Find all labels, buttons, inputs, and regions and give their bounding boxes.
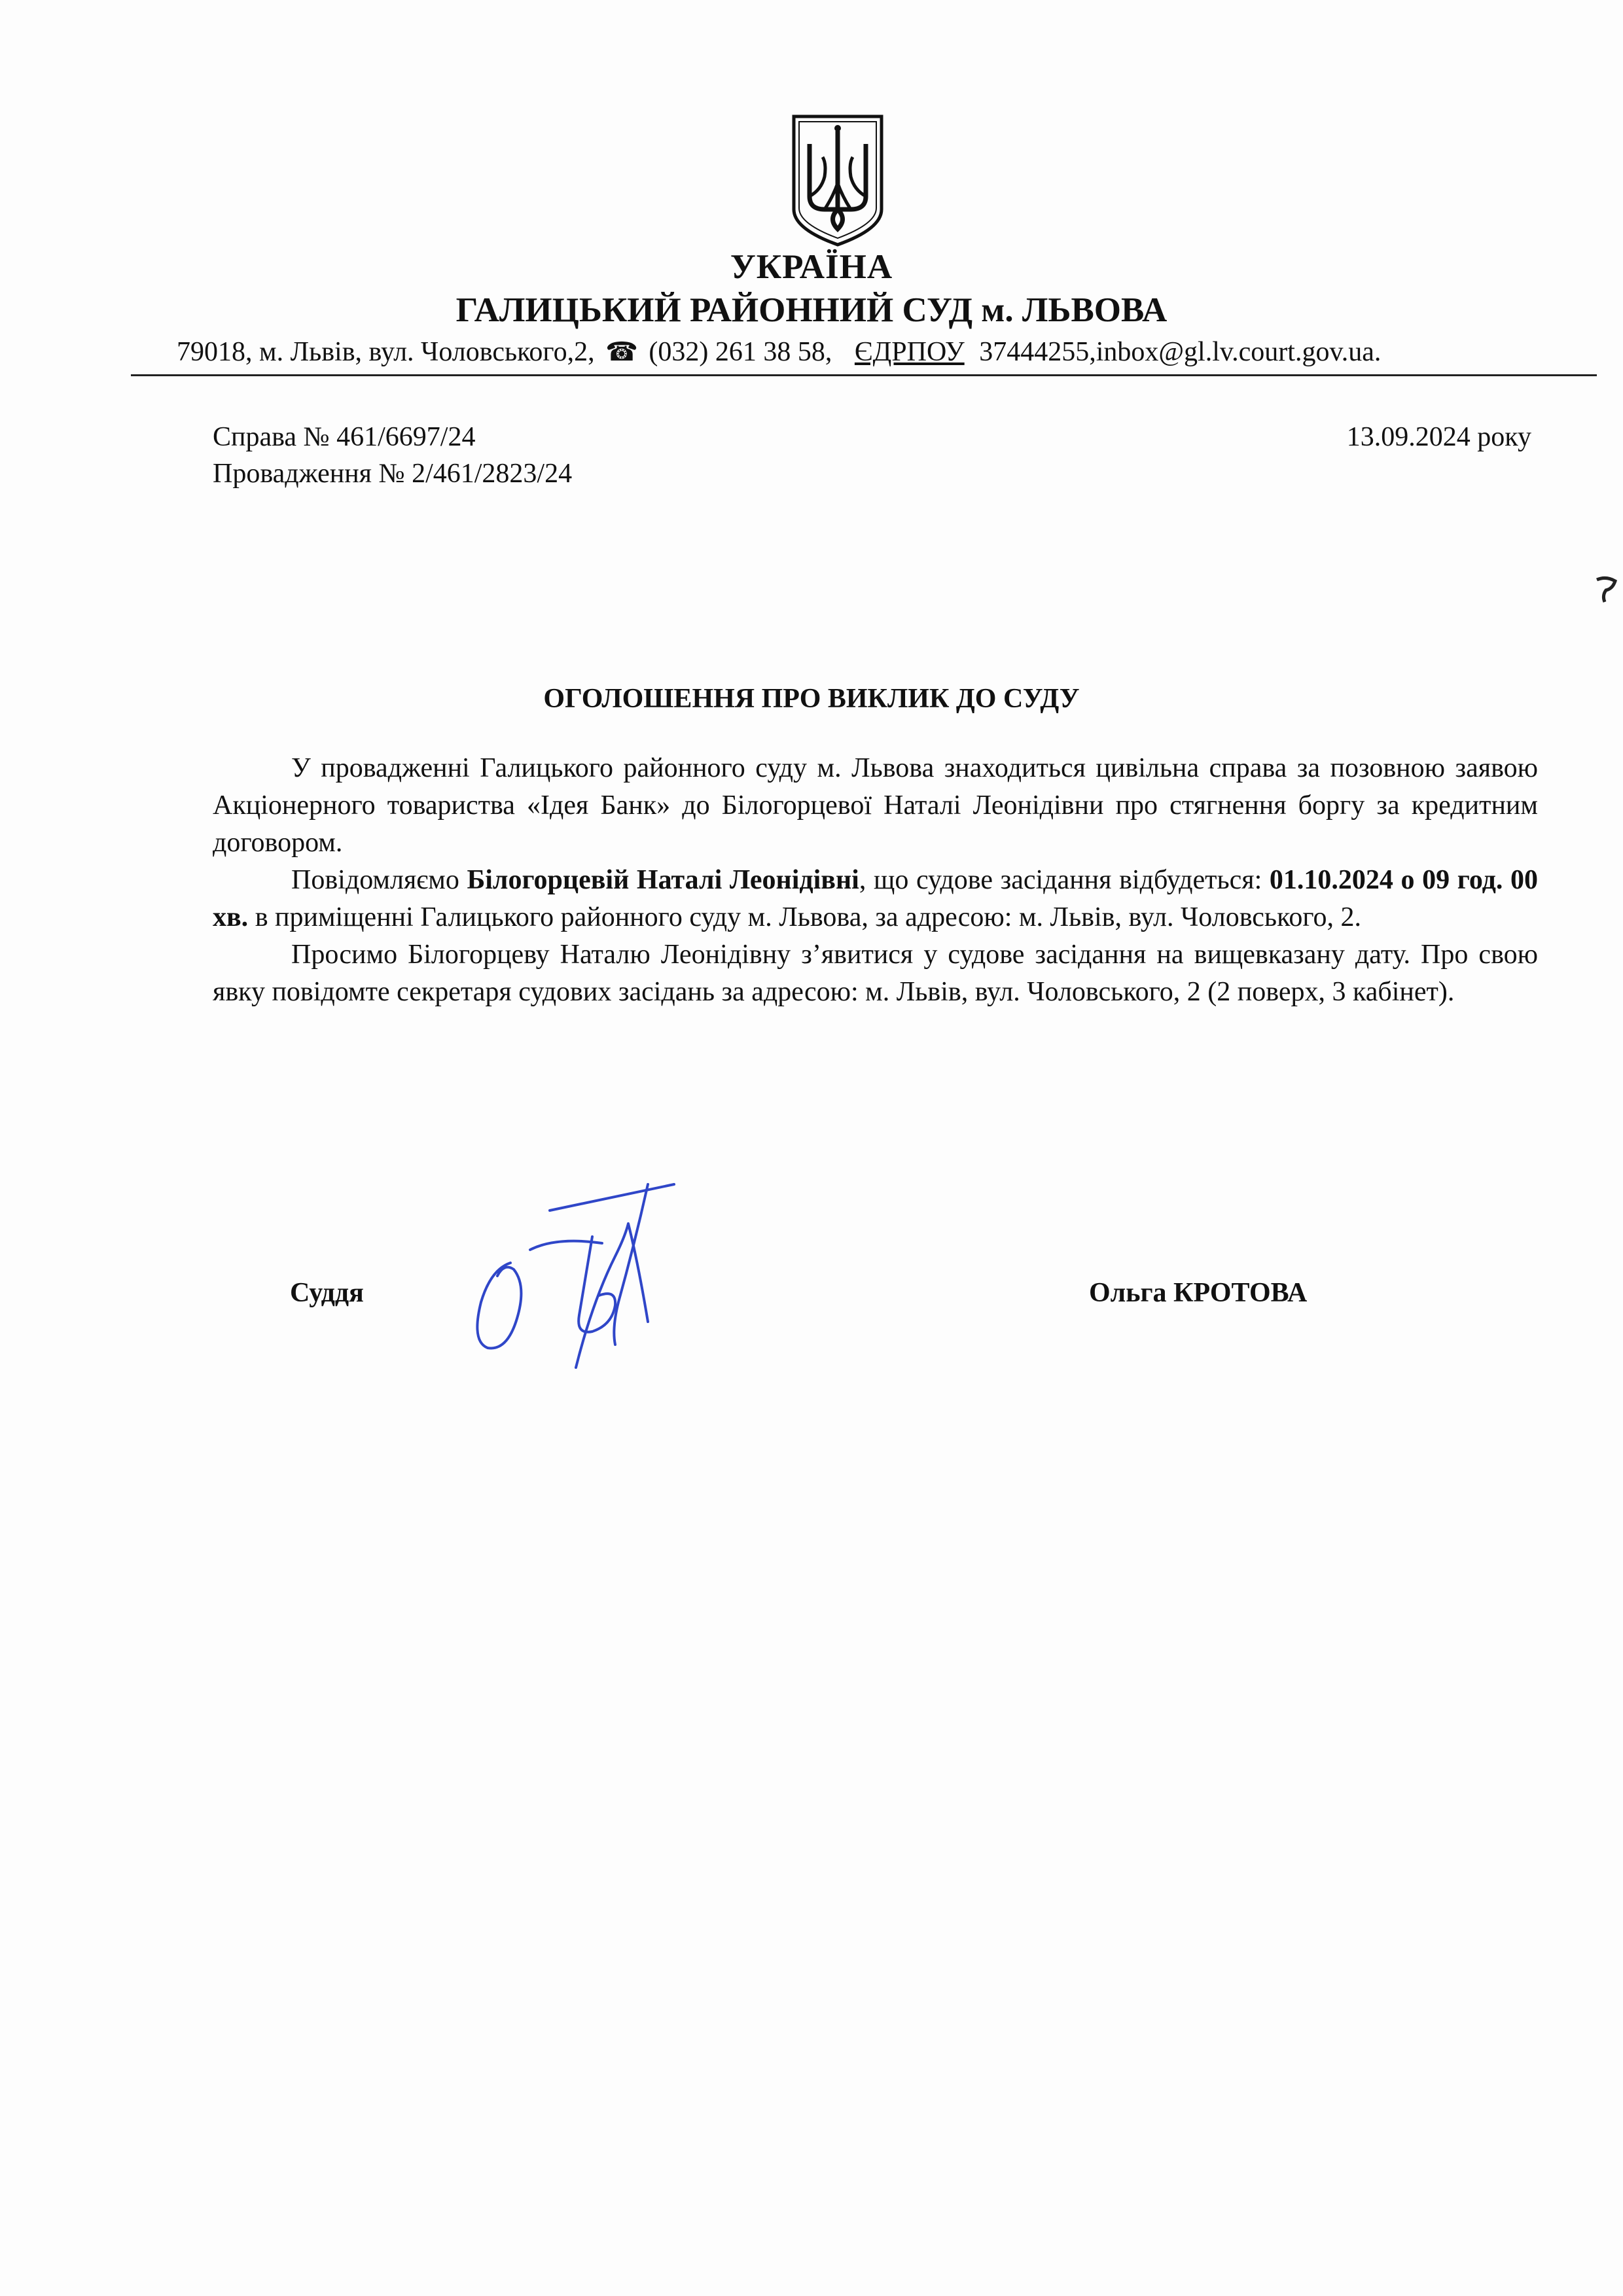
paragraph-3: Просимо Білогорцеву Наталю Леонідівну з’явитися у судове засідання на вищевказану дату. Про свою явку повідомте секретаря судових засідань за адресою: м. Львів, вул. Чоловського, 2 (2 поверх, 3 кабінет).	[213, 940, 1538, 1007]
document-title: ОГОЛОШЕННЯ ПРО ВИКЛИК ДО СУДУ	[543, 684, 1080, 714]
header-divider	[131, 374, 1597, 376]
paragraph-2-text-b: , що судове засідання відбудеться:	[859, 865, 1270, 895]
case-references	[213, 419, 572, 492]
case-number: Справа № 461/6697/24	[213, 422, 476, 452]
country-heading: УКРАЇНА	[730, 248, 893, 286]
ukraine-coat-of-arms-icon	[789, 111, 887, 249]
edrpou-and-email[interactable]: 37444255,inbox@gl.lv.court.gov.ua.	[979, 337, 1382, 367]
defendant-name: Білогорцевій Наталі Леонідівні	[467, 865, 859, 895]
court-name-heading: ГАЛИЦЬКИЙ РАЙОННИЙ СУД м. ЛЬВОВА	[455, 291, 1168, 329]
signatory-name: Ольга КРОТОВА	[1089, 1278, 1308, 1308]
proceeding-number: Провадження № 2/461/2823/24	[213, 459, 573, 489]
document-date: 13.09.2024 року	[1346, 422, 1531, 452]
scan-edge-mark-icon	[1594, 576, 1618, 605]
edrpou-label: ЄДРПОУ	[854, 337, 965, 367]
court-contact-line	[177, 335, 1597, 369]
paragraph-2-text-a: Повідомляємо	[291, 865, 467, 895]
handwritten-signature	[452, 1171, 779, 1387]
court-address: 79018, м. Львів, вул. Чоловського,2,	[177, 337, 595, 367]
court-phone: (032) 261 38 58,	[649, 337, 832, 367]
paragraph-2-text-c: в приміщенні Галицького районного суду м. Львова, за адресою: м. Львів, вул. Чоловського, 2.	[248, 902, 1362, 932]
paragraph-2	[213, 862, 1538, 936]
hearing-datetime: 01.10.2024 о 09 год. 00 хв.	[213, 865, 1538, 932]
telephone-icon: ☎	[605, 337, 638, 366]
signatory-role: Суддя	[290, 1278, 364, 1308]
notice-body	[213, 750, 1538, 1011]
paragraph-1: У провадженні Галицького районного суду м. Львова знаходиться цивільна справа за позовною заявою Акціонерного товариства «Ідея Банк» до Білогорцевої Наталі Леонідівни про стягнення боргу за кредитним договором.	[213, 753, 1538, 858]
